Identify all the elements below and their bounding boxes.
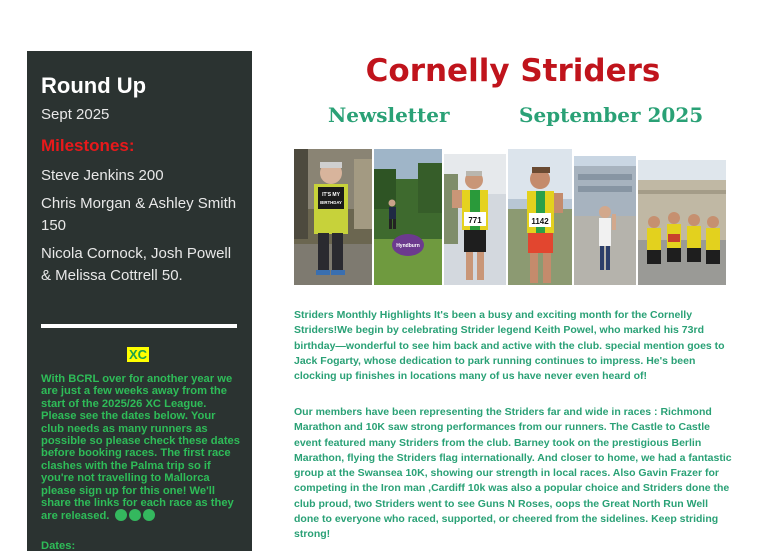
green-dots: [113, 509, 155, 524]
xc-label: XC: [129, 347, 148, 362]
sidebar-divider: [41, 324, 237, 328]
newsletter-label: Newsletter: [328, 103, 450, 127]
svg-text:BIRTHDAY: BIRTHDAY: [320, 200, 342, 205]
svg-text:1142: 1142: [531, 217, 549, 226]
milestones-list: [41, 165, 241, 293]
photo-park-run: [374, 149, 442, 285]
photo-strip: [294, 149, 726, 285]
newsletter-month: September 2025: [519, 103, 704, 127]
xc-text: With BCRL over for another year we are just a few weeks away from the start of the 2025/26 XC League. Please see the dates below. Your club needs as many runners as possible so please check these dates before booking races. The first race clashes with the Palma trip so if you're not travelling to Mallorca please sign up for this one! We'll share the links for each race as they are released.: [41, 373, 240, 523]
races-paragraph: Our members have been representing the Striders far and wide in races : Richmond Marathon and 10K saw strong performances from our runners. The Castle to Castle event featured many Striders from the club. Barney took on the prestigious Berlin Marathon, flying the Striders flag internationally. And closer to home, we had a fantastic group at the Swansea 10K, showing our strength in local races. Also Gavin Frazer for competing in the Iron man ,Cardiff 10k was also a popular choice and Striders done the club proud, two Striders went to see Guns N Roses, oops the Great North Run Well done to everyone who raced, supported, or cheered from the sidelines. Keep striding strong!: [294, 406, 732, 541]
photo-castle-runner: [574, 156, 636, 285]
svg-text:771: 771: [468, 216, 482, 225]
page-title: Cornelly Striders: [365, 53, 661, 89]
photo-group-finish: [638, 160, 726, 285]
highlights-paragraph: Striders Monthly Highlights It's been a busy and exciting month for the Cornelly Striders!We begin by celebrating Strider legend Keith Powel, who marked his 73rd birthday—wonderful to see him back and active with the club. special mention goes to Jack Fogarty, whose dedication to park running continues to impress. He's been clocking up finishes in locations many of us have never even heard of!: [294, 309, 725, 383]
milestone-item: Nicola Cornock, Josh Powell & Melissa Cottrell 50.: [41, 245, 232, 284]
xc-text-block: [41, 373, 241, 525]
sidebar-roundup: [27, 51, 252, 551]
photo-race-runner-1: [444, 154, 506, 285]
sidebar-title: Round Up: [41, 73, 147, 98]
dates-label: Dates:: [41, 540, 76, 551]
milestone-item: Steve Jenkins 200: [41, 167, 164, 184]
svg-text:IT'S MY: IT'S MY: [322, 192, 340, 198]
milestone-item: Chris Morgan & Ashley Smith 150: [41, 195, 237, 234]
milestones-heading: Milestones:: [41, 136, 135, 155]
photo-runner-birthday: [294, 149, 372, 285]
svg-text:Hyndburn: Hyndburn: [396, 243, 420, 249]
sidebar-date: Sept 2025: [41, 106, 110, 123]
photo-race-runner-2: [508, 149, 572, 285]
